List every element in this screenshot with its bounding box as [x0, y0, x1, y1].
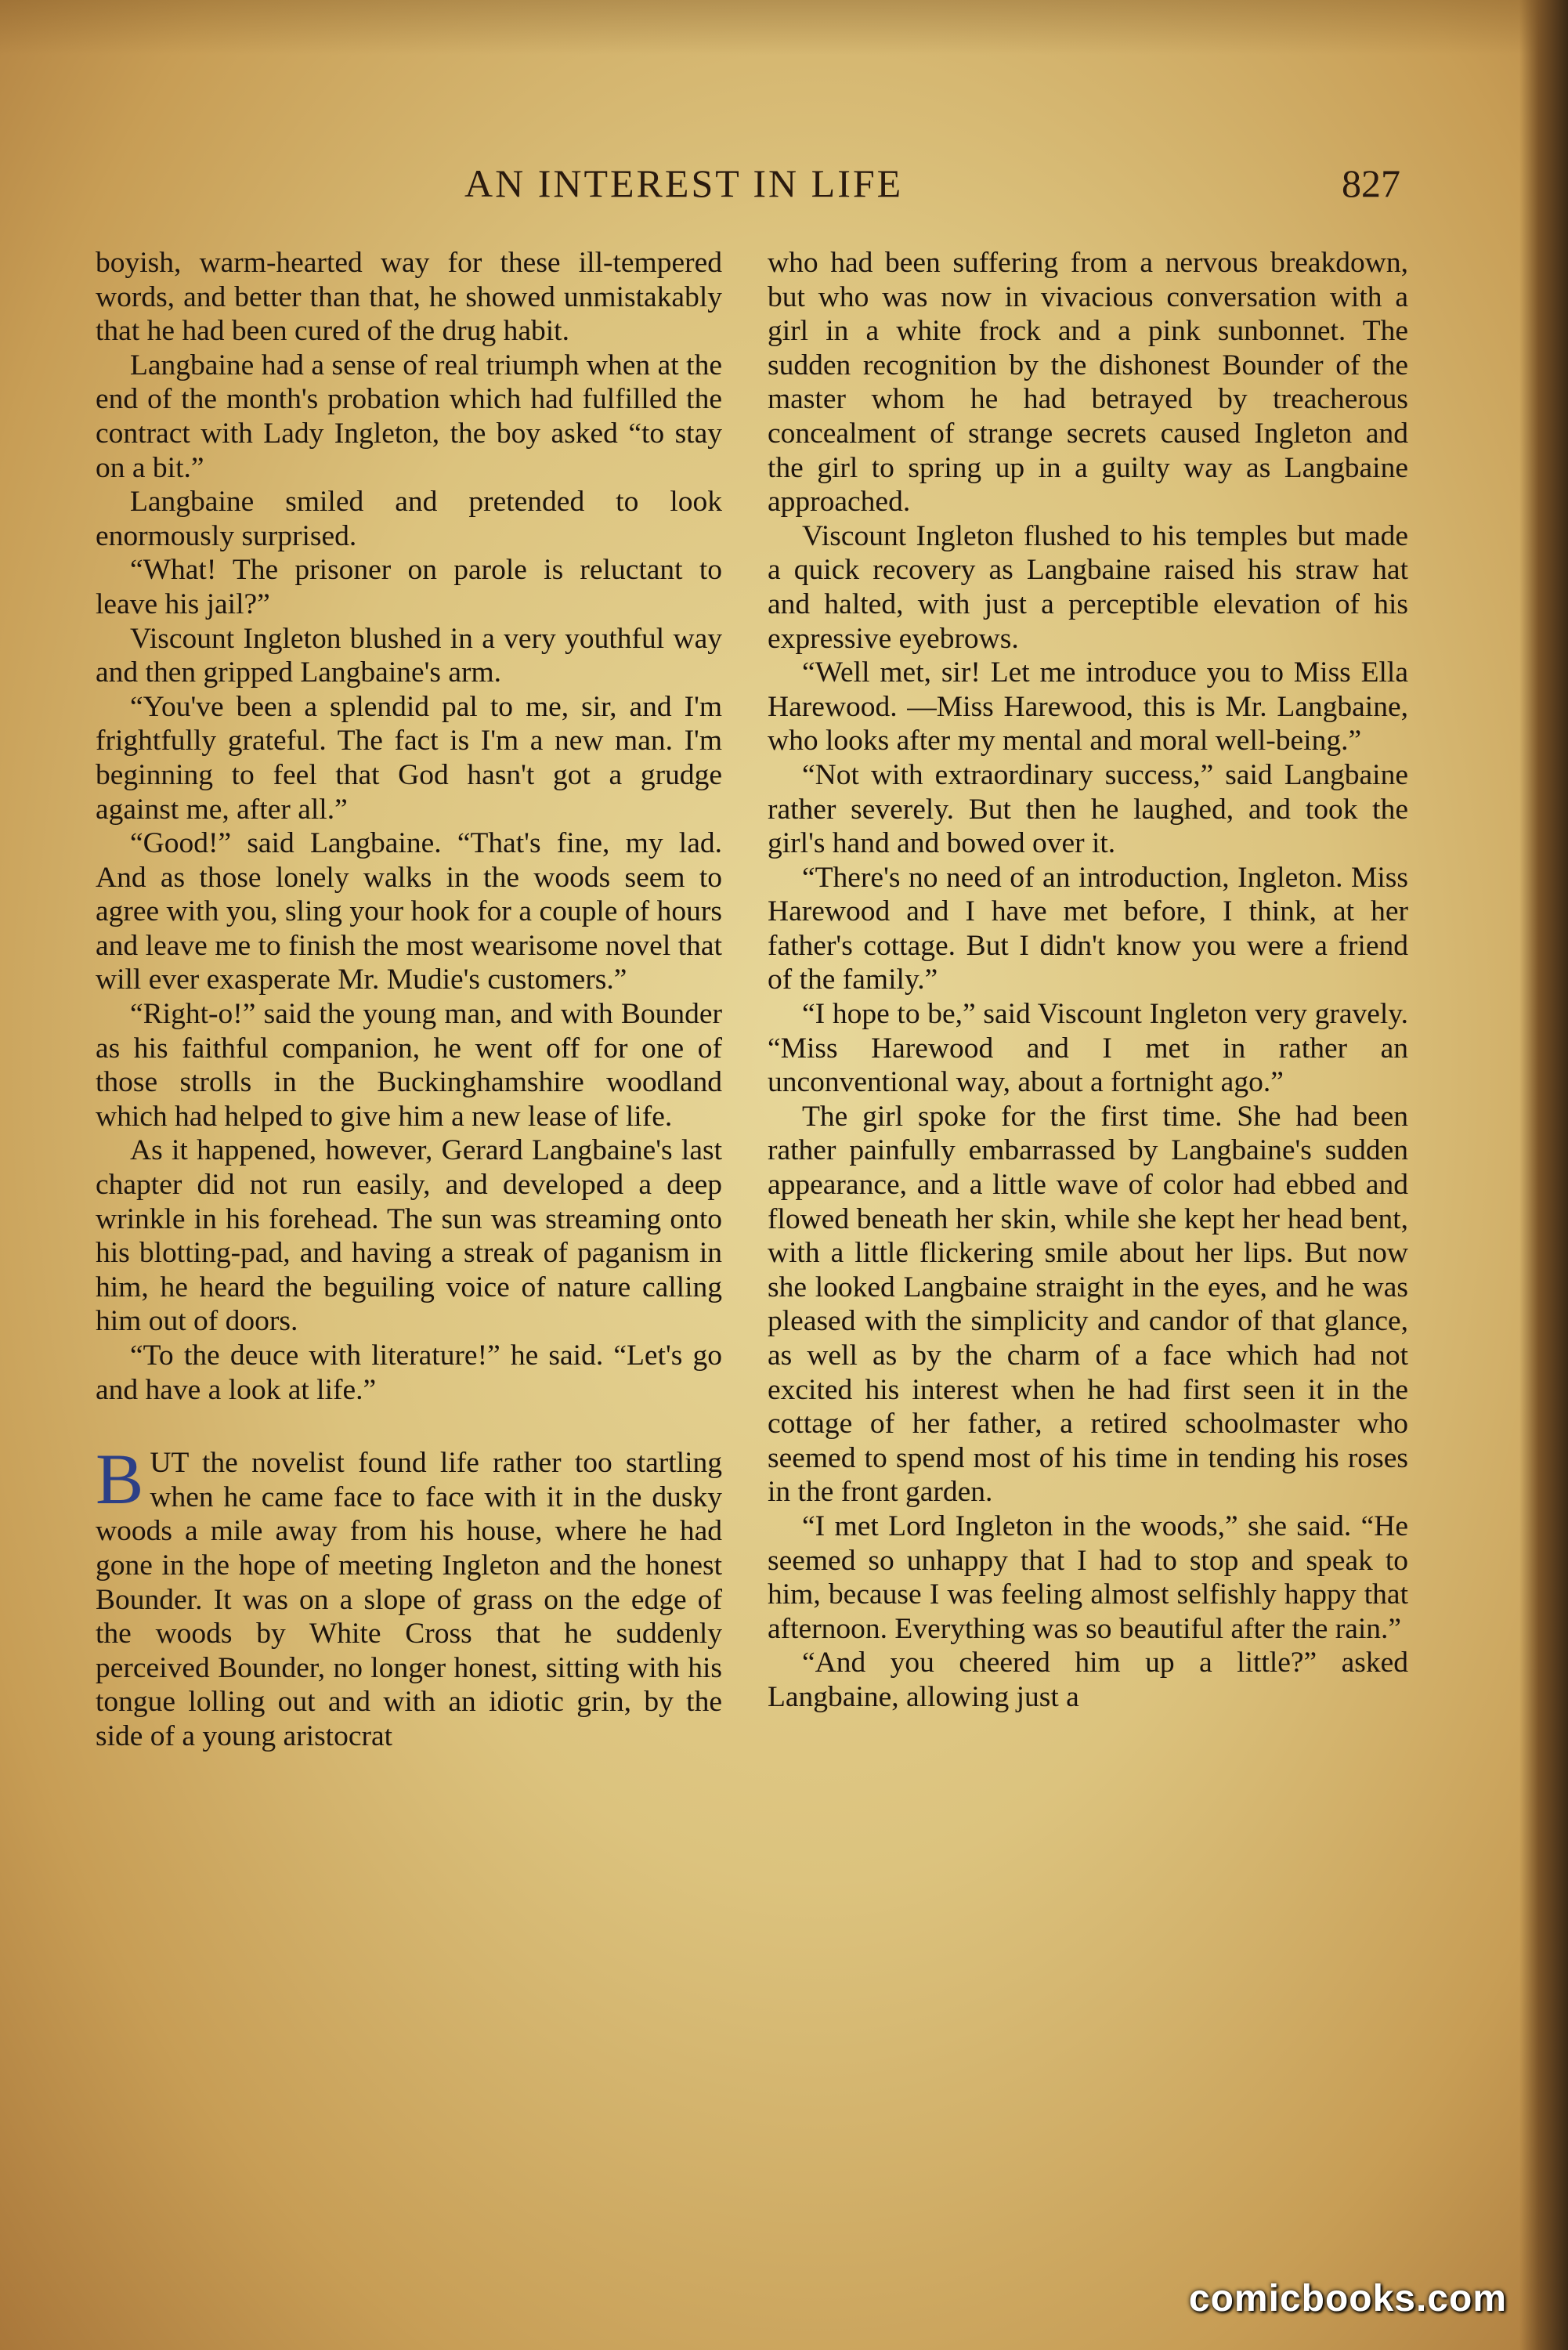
paragraph: The girl spoke for the first time. She had been rather painfully embarrassed by Langbaine's sudden appearance, and a little wave of color had ebbed and flowed beneath her skin, while she kept her head bent, with a little flickering smile about her lips. But now she looked Langbaine straight in the eyes, and he was pleased with the simplicity and candor of that glance, as well as by the charm of a face which had not excited his interest when he had first seen it in the cottage of her father, a retired schoolmaster who seemed to spend most of his time in tending his roses in the front garden.: [768, 1100, 1408, 1509]
paragraph: “And you cheered him up a little?” asked Langbaine, allowing just a: [768, 1647, 1408, 1713]
paragraph: “Not with extraordinary success,” said Langbaine rather severely. But then he laughed, and took the girl's hand and bowed over it.: [768, 758, 1408, 860]
paragraph: “What! The prisoner on parole is reluctant to leave his jail?”: [96, 554, 722, 620]
paragraph: “Right-o!” said the young man, and with Bounder as his faithful companion, he went off for one of those strolls in the Buckinghamshire woodland which had helped to give him a new lease of life.: [96, 998, 722, 1133]
paragraph: “To the deuce with literature!” he said. “Let's go and have a look at life.”: [96, 1340, 722, 1406]
paragraph: “Good!” said Langbaine. “That's fine, my lad. And as those lonely walks in the woods seem to agree with you, sling your hook for a couple of hours and leave me to finish the most wearisome novel that will ever exasperate Mr. Mudie's customers.”: [96, 827, 722, 996]
paragraph: “You've been a splendid pal to me, sir, and I'm frightfully grateful. The fact is I'm a new man. I'm beginning to feel that God hasn't got a grudge against me, after all.”: [96, 690, 722, 826]
paragraph: “I met Lord Ingleton in the woods,” she said. “He seemed so unhappy that I had to stop and speak to him, because I was feeling almost selfishly happy that afternoon. Everything was so beautiful after the rain.”: [768, 1509, 1408, 1645]
paragraph: “Well met, sir! Let me introduce you to Miss Ella Harewood. —Miss Harewood, this is Mr. Langbaine, who looks after my mental and moral well-being.”: [768, 656, 1408, 757]
paragraph: Langbaine had a sense of real triumph when at the end of the month's probation which had fulfilled the contract with Lady Ingleton, the boy asked “to stay on a bit.”: [96, 349, 722, 484]
paragraph: Viscount Ingleton blushed in a very youthful way and then gripped Langbaine's arm.: [96, 622, 722, 689]
site-watermark: comicbooks.com: [1188, 2278, 1507, 2319]
page-number: 827: [1342, 161, 1400, 205]
page-top-shadow: [0, 0, 1568, 55]
section-opening-paragraph: [96, 1439, 722, 1753]
paragraph: “There's no need of an introduction, Ingleton. Miss Harewood and I have met before, I think, at her father's cottage. But I didn't know you were a friend of the family.”: [768, 861, 1408, 996]
paragraph: “I hope to be,” said Viscount Ingleton very gravely. “Miss Harewood and I met in rather an unconventional way, about a fortnight ago.”: [768, 998, 1408, 1099]
paragraph: Langbaine smiled and pretended to look enormously surprised.: [96, 486, 722, 552]
section-text: UT the novelist found life rather too startling when he came face to face with it in the dusky woods a mile away from his house, where he had gone in the hope of meeting Ingleton and the honest Bounder. It was on a slope of grass on the edge of the woods by White Cross that he suddenly perceived Bounder, no longer honest, sitting with his tongue lolling out and with an idiotic grin, by the side of a young aristocrat: [96, 1447, 722, 1752]
running-title: AN INTEREST IN LIFE: [464, 161, 904, 205]
paragraph: boyish, warm-hearted way for these ill-tempered words, and better than that, he showed unmistakably that he had been cured of the drug habit.: [96, 247, 722, 348]
left-column: [96, 246, 722, 2196]
paragraph: Viscount Ingleton flushed to his temples but made a quick recovery as Langbaine raised his straw hat and halted, with just a perceptible elevation of his expressive eyebrows.: [768, 519, 1408, 655]
paragraph: who had been suffering from a nervous breakdown, but who was now in vivacious conversation with a girl in a white frock and a pink sunbonnet. The sudden recognition by the dishonest Bounder of the master whom he had betrayed by treacherous concealment of strange secrets caused Ingleton and the girl to spring up in a guilty way as Langbaine approached.: [768, 247, 1408, 519]
drop-cap: B: [96, 1439, 144, 1520]
page-right-edge: [1519, 0, 1568, 2350]
right-column: [768, 246, 1408, 2196]
paragraph: As it happened, however, Gerard Langbaine's last chapter did not run easily, and developed a deep wrinkle in his forehead. The sun was streaming onto his blotting-pad, and having a streak of paganism in him, he heard the beguiling voice of nature calling him out of doors.: [96, 1134, 722, 1338]
running-header: [92, 161, 1408, 215]
